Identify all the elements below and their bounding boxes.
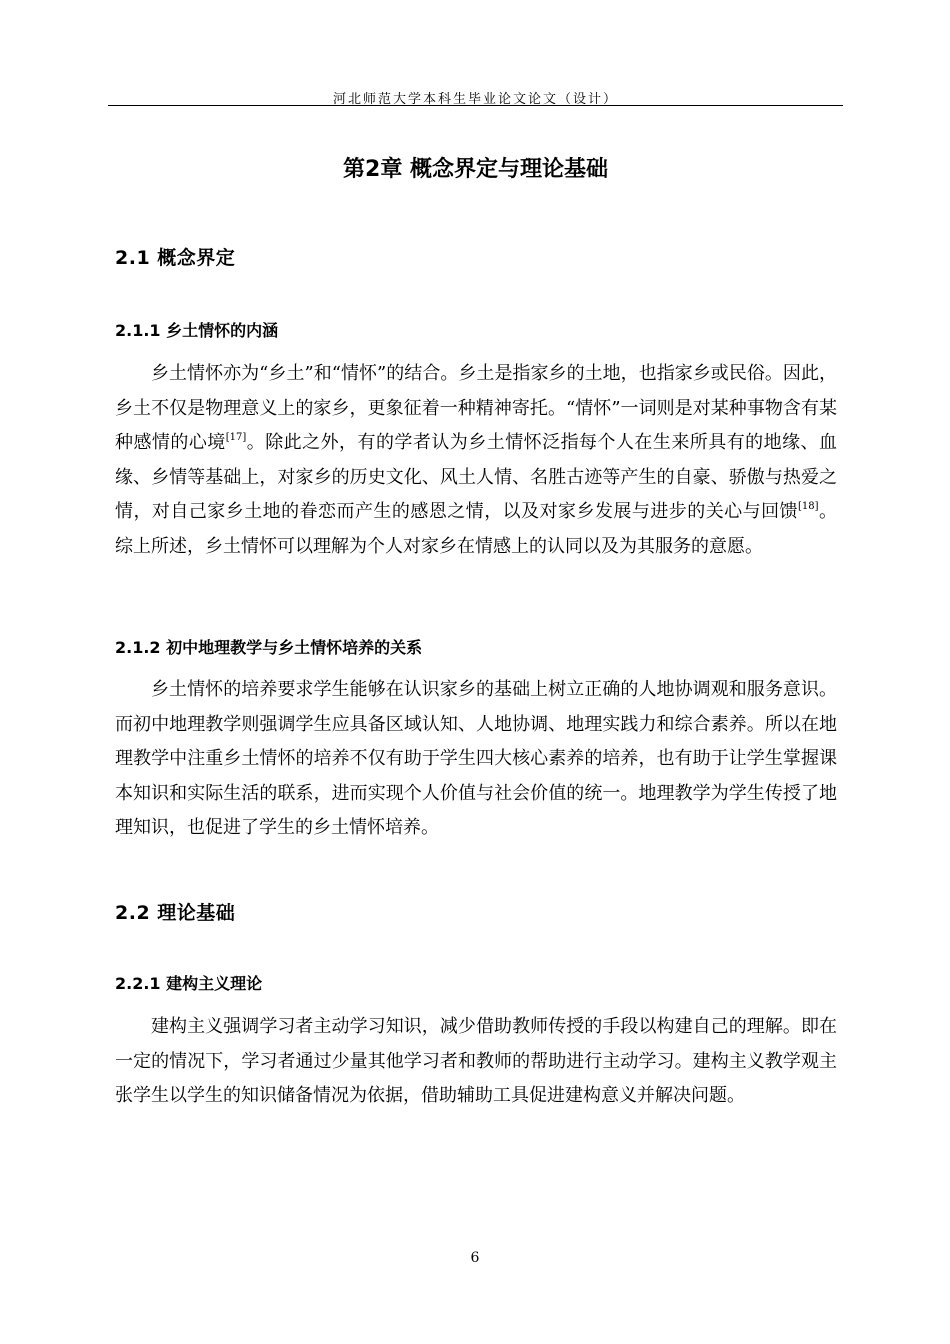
citation-ref: [18] [798, 501, 819, 512]
paragraph-2-1-2: 乡土情怀的培养要求学生能够在认识家乡的基础上树立正确的人地协调观和服务意识。而初中地理教学则强调学生应具备区域认知、人地协调、地理实践力和综合素养。所以在地理教学中注重乡土情怀的培养不仅有助于学生四大核心素养的培养，也有助于让学生掌握课本知识和实际生活的联系，进而实现个人价值与社会价值的统一。地理教学为学生传授了地理知识，也促进了学生的乡土情怀培养。 [115, 679, 837, 838]
header-divider [108, 105, 843, 106]
running-header: 河北师范大学本科生毕业论文论文（设计） [332, 92, 618, 107]
subsection-heading-2-1-1: 2.1.1 乡土情怀的内涵 [115, 321, 279, 340]
section-heading-2-1: 2.1 概念界定 [115, 247, 236, 269]
paragraph-2-2-1: 建构主义强调学习者主动学习知识，减少借助教师传授的手段以构建自己的理解。即在一定的情况下，学习者通过少量其他学习者和教师的帮助进行主动学习。建构主义教学观主张学生以学生的知识储备情况为依据，借助辅助工具促进建构意义并解决问题。 [115, 1016, 837, 1106]
paragraph-text-part: 。除此之外，有的学者认为乡土情怀泛指每个人在生来所具有的地缘、血缘、乡情等基础上，对家乡的历史文化、风土人情、名胜古迹等产生的自豪、骄傲与热爱之情，对自己家乡土地的眷恋而产生的感恩之情，以及对家乡发展与进步的关心与回馈 [115, 432, 838, 522]
section-heading-2-2: 2.2 理论基础 [115, 902, 236, 924]
subsection-heading-2-2-1: 2.2.1 建构主义理论 [115, 974, 263, 993]
page-number: 6 [470, 1250, 480, 1266]
chapter-title: 第2章 概念界定与理论基础 [343, 157, 608, 182]
subsection-heading-2-1-2: 2.1.2 初中地理教学与乡土情怀培养的关系 [115, 638, 423, 657]
paragraph-text-part: 乡土情怀亦为“乡土”和“情怀”的结合。乡土是指家乡的土地，也指家乡或民俗。因此，乡土不仅是物理意义上的家乡，更象征着一种精神寄托。“情怀”一词则是对某种事物含有某种感情的心境 [115, 363, 837, 453]
paragraph-2-1-1 [115, 357, 837, 564]
paragraph-text-part: 。综上所述，乡土情怀可以理解为个人对家乡在情感上的认同以及为其服务的意愿。 [115, 501, 838, 557]
citation-ref: [17] [225, 432, 247, 443]
